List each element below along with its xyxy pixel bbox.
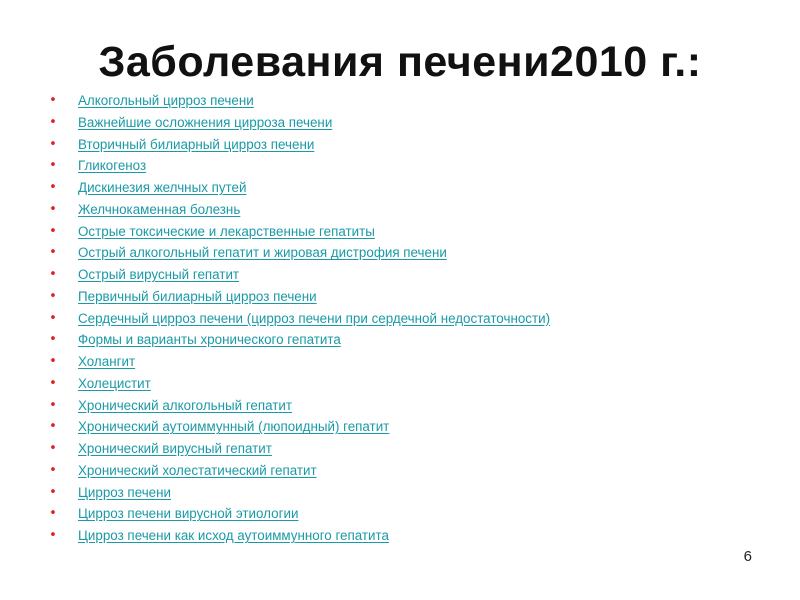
list-item <box>48 395 550 417</box>
bullet-icon: • <box>49 506 57 522</box>
topic-link[interactable]: Цирроз печени вирусной этиологии <box>78 506 299 522</box>
list-item <box>48 329 550 351</box>
bullet-icon: • <box>49 158 57 174</box>
bullet-icon: • <box>49 441 57 456</box>
list-item <box>48 351 550 373</box>
topic-link[interactable]: Цирроз печени как исход аутоиммунного гепатита <box>78 528 389 543</box>
bullet-icon: • <box>49 484 57 500</box>
bullet-icon: • <box>49 245 57 261</box>
list-item <box>48 416 550 438</box>
slide-title: Заболевания печени2010 г.: <box>98 38 702 86</box>
list-item <box>48 373 550 395</box>
bullet-icon: • <box>49 397 57 413</box>
bullet-icon: • <box>49 93 57 108</box>
topic-link[interactable]: Алкогольный цирроз печени <box>78 93 254 108</box>
list-item <box>48 177 550 199</box>
topic-link[interactable]: Хронический аутоиммунный (люпоидный) гепатит <box>78 419 390 435</box>
topic-list <box>48 90 550 547</box>
topic-link[interactable]: Сердечный цирроз печени (цирроз печени при сердечной недостаточности) <box>78 310 551 326</box>
topic-link[interactable]: Цирроз печени <box>78 484 171 500</box>
topic-link[interactable]: Острые токсические и лекарственные гепатиты <box>78 223 375 239</box>
bullet-icon: • <box>49 528 57 543</box>
topic-link[interactable]: Формы и варианты хронического гепатита <box>78 332 341 348</box>
list-item <box>48 482 550 504</box>
list-item <box>48 308 550 330</box>
topic-link[interactable]: Гликогеноз <box>78 158 147 174</box>
topic-link[interactable]: Острый вирусный гепатит <box>78 267 240 282</box>
bullet-icon: • <box>49 288 57 304</box>
topic-link[interactable]: Острый алкогольный гепатит и жировая дистрофия печени <box>78 245 447 261</box>
topic-link[interactable]: Дискинезия желчных путей <box>78 180 247 195</box>
topic-link[interactable]: Хронический вирусный гепатит <box>78 441 272 456</box>
list-item <box>48 264 550 286</box>
list-item <box>48 90 550 112</box>
bullet-icon: • <box>49 375 57 391</box>
list-item <box>48 242 550 264</box>
bullet-icon: • <box>49 267 57 282</box>
topic-link[interactable]: Первичный билиарный цирроз печени <box>78 288 317 304</box>
list-item <box>48 286 550 308</box>
list-item <box>48 112 550 134</box>
bullet-icon: • <box>49 419 57 435</box>
bullet-icon: • <box>49 223 57 239</box>
list-item <box>48 155 550 177</box>
bullet-icon: • <box>49 332 57 348</box>
topic-link[interactable]: Холангит <box>78 354 136 369</box>
topic-link[interactable]: Холецистит <box>78 375 151 391</box>
bullet-icon: • <box>49 310 57 326</box>
list-item <box>48 503 550 525</box>
bullet-icon: • <box>49 462 57 478</box>
list-item <box>48 199 550 221</box>
list-item <box>48 460 550 482</box>
topic-link[interactable]: Желчнокаменная болезнь <box>78 201 241 217</box>
bullet-icon: • <box>49 114 57 130</box>
list-item <box>48 438 550 460</box>
topic-link[interactable]: Важнейшие осложнения цирроза печени <box>78 114 333 130</box>
list-item <box>48 134 550 156</box>
list-item <box>48 525 550 547</box>
topic-link[interactable]: Хронический алкогольный гепатит <box>78 397 293 413</box>
list-item <box>48 221 550 243</box>
bullet-icon: • <box>49 354 57 369</box>
topic-link[interactable]: Хронический холестатический гепатит <box>78 462 317 478</box>
topic-link[interactable]: Вторичный билиарный цирроз печени <box>78 136 315 152</box>
bullet-icon: • <box>49 201 57 217</box>
bullet-icon: • <box>49 180 57 195</box>
bullet-icon: • <box>49 136 57 152</box>
page-number: 6 <box>743 548 752 565</box>
